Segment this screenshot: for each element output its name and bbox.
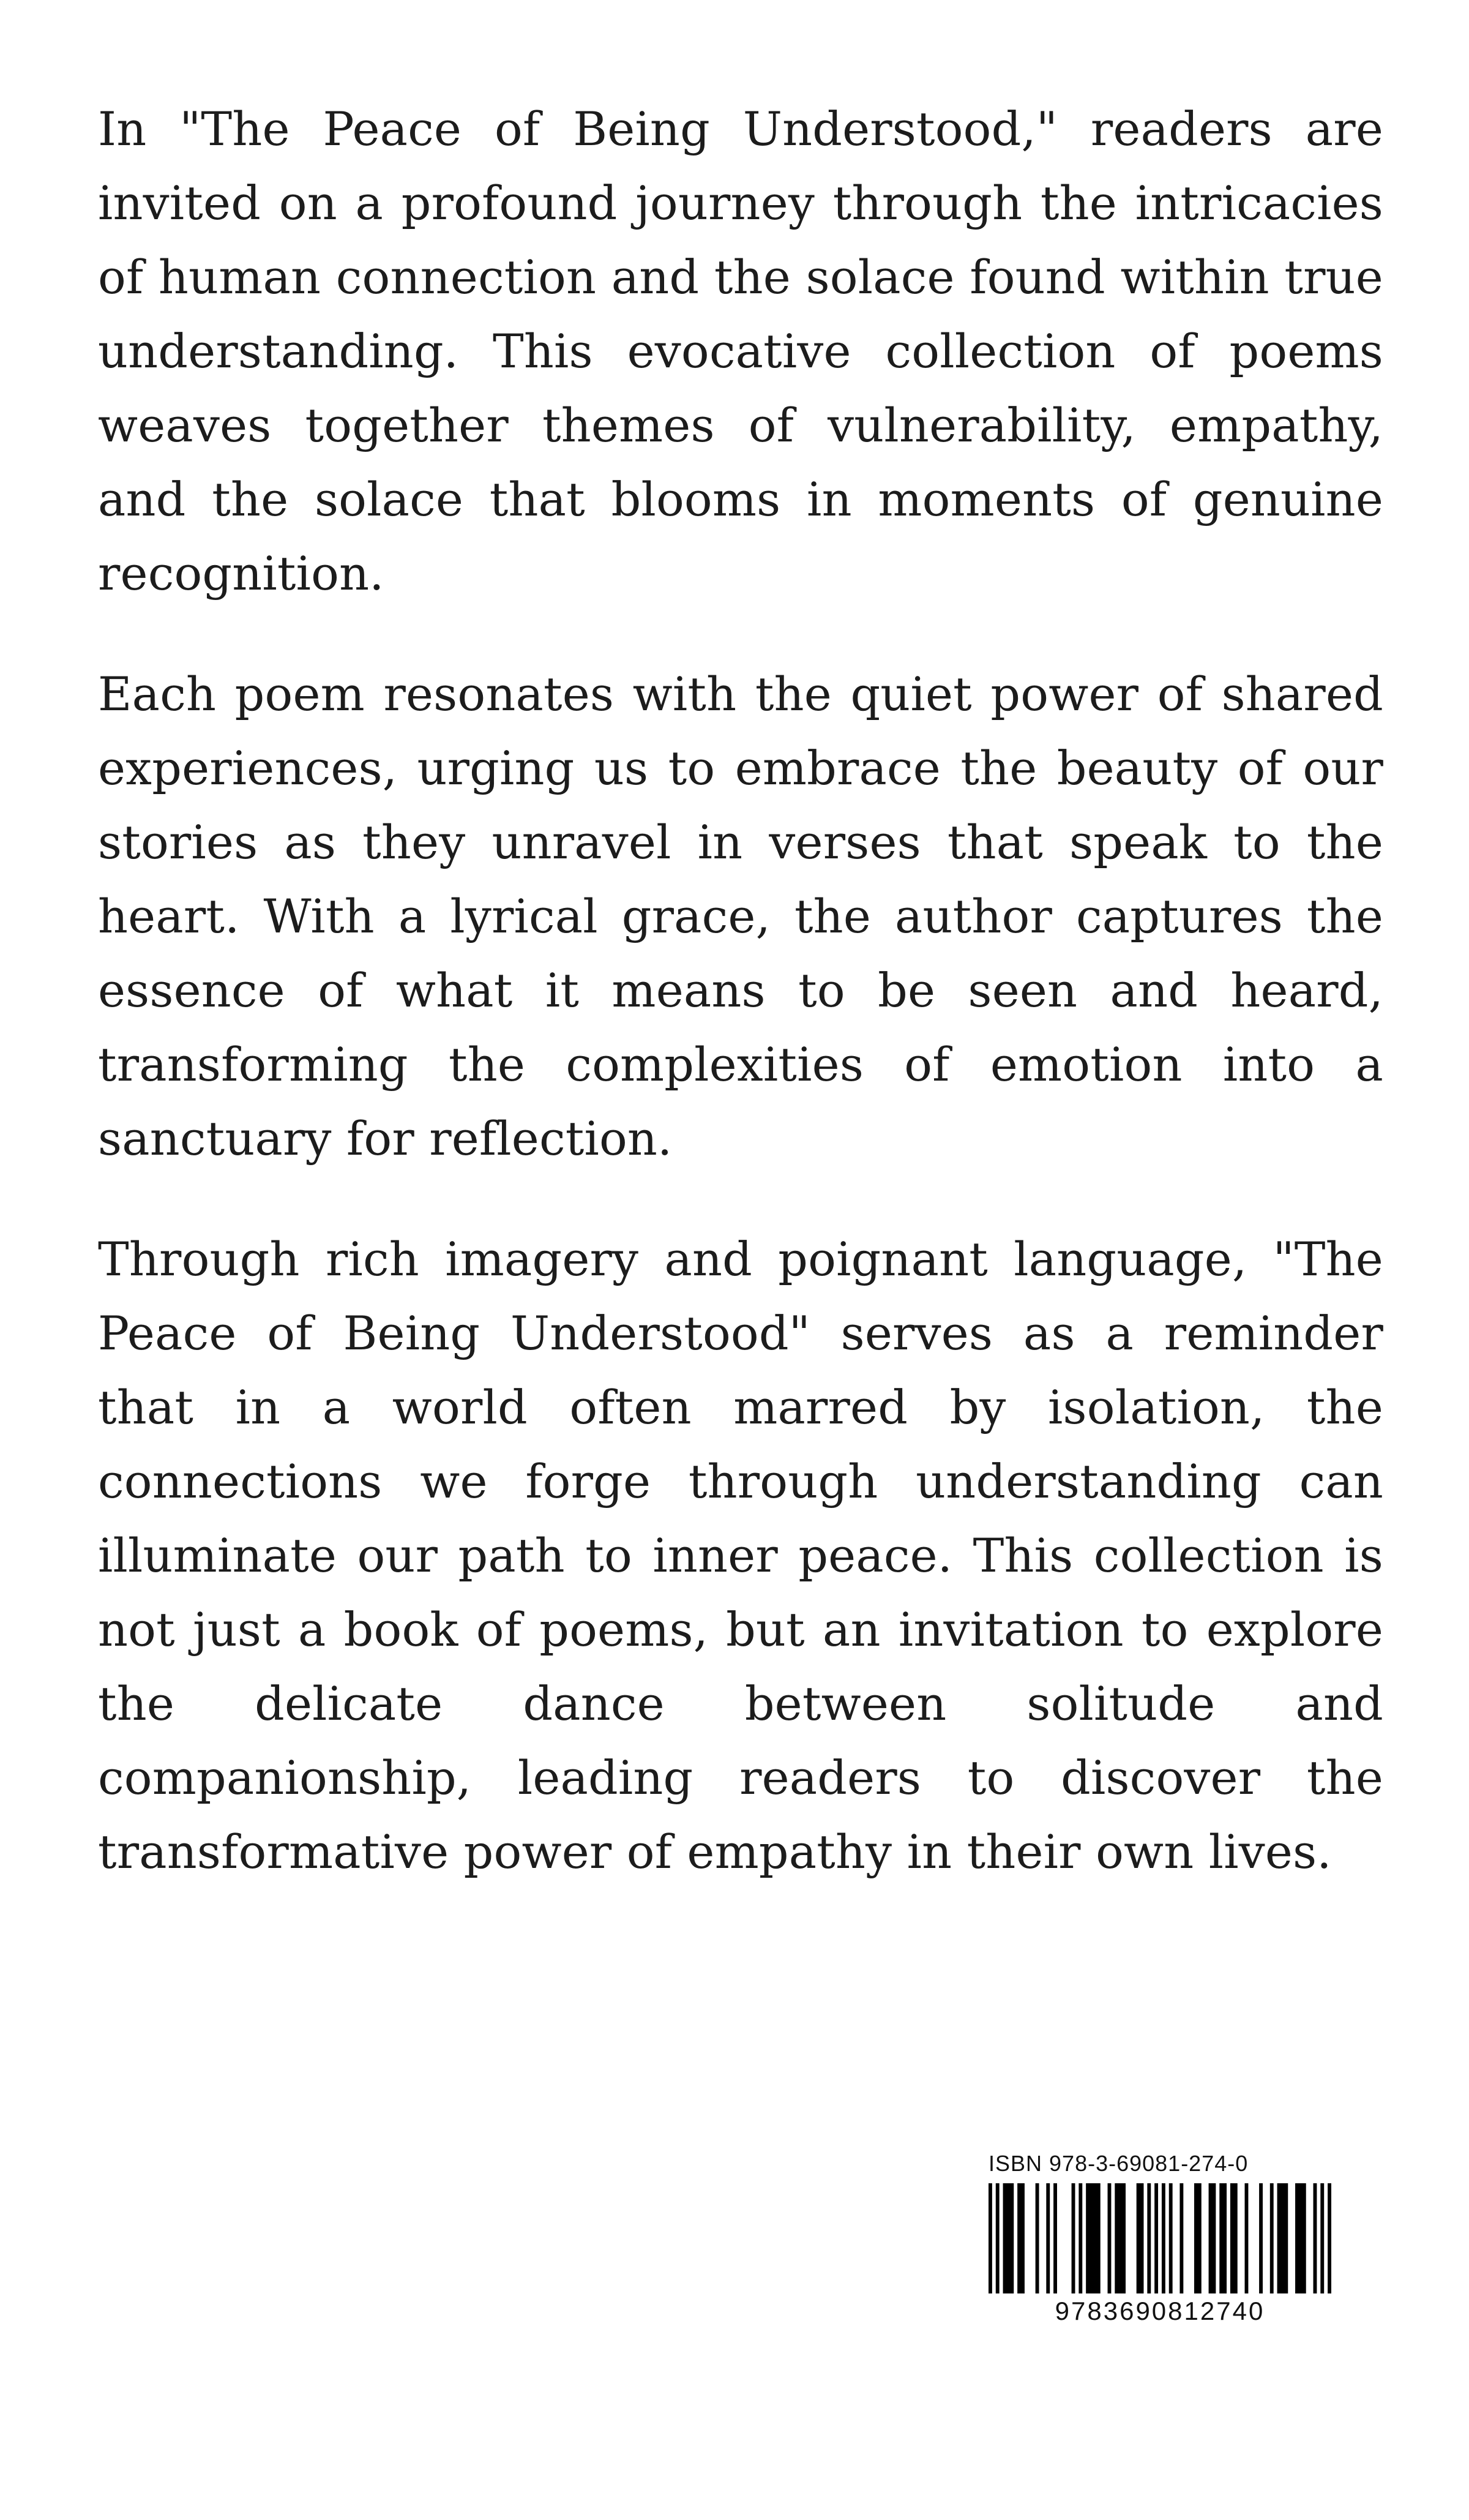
barcode-bar-7 <box>1072 2183 1075 2293</box>
barcode-bar-6 <box>1053 2183 1057 2293</box>
barcode-bar-17 <box>1179 2183 1183 2293</box>
barcode-bar-10 <box>1108 2183 1112 2293</box>
barcode-bar-9 <box>1086 2183 1101 2293</box>
isbn-barcode <box>989 2149 1331 2327</box>
barcode-bar-29 <box>1328 2183 1331 2293</box>
blurb-paragraph-1: In "The Peace of Being Understood," readers are invited on a profound journey through the intricacies of human connection and the solace found within true understanding. This evocative collection of poems weaves together themes of vulnerability, empathy, and the solace that blooms in moments of genuine recognition. <box>98 102 1383 601</box>
barcode-bar-20 <box>1219 2183 1227 2293</box>
blurb-paragraph-3: Through rich imagery and poignant language, "The Peace of Being Understood" serves as a reminder that in a world often marred by isolation, the connections we forge through understanding can illuminate our path to inner peace. This collection is not just a book of poems, but an invitation to explore the delicate dance between solitude and companionship, leading readers to discover the transformative power of empathy in their own lives. <box>98 1232 1383 1879</box>
barcode-bar-21 <box>1230 2183 1238 2293</box>
ean-digits: 9783690812740 <box>1055 2297 1265 2325</box>
barcode-bar-24 <box>1270 2183 1274 2293</box>
barcode-bar-25 <box>1277 2183 1288 2293</box>
barcode-bar-19 <box>1209 2183 1216 2293</box>
barcode-bar-26 <box>1295 2183 1306 2293</box>
barcode-bar-11 <box>1115 2183 1126 2293</box>
barcode-bar-3 <box>1017 2183 1025 2293</box>
barcode-bar-4 <box>1036 2183 1039 2293</box>
barcode-bar-13 <box>1147 2183 1151 2293</box>
barcode-bars <box>989 2183 1331 2293</box>
barcode-bar-1 <box>996 2183 1000 2293</box>
barcode-bar-23 <box>1259 2183 1263 2293</box>
barcode-bar-2 <box>1003 2183 1014 2293</box>
barcode-bar-0 <box>989 2183 992 2293</box>
blurb-paragraph-2: Each poem resonates with the quiet power of shared experiences, urging us to embrace the beauty of our stories as they unravel in verses that speak to the heart. With a lyrical grace, the author captures the essence of what it means to be seen and heard, transforming the complexities of emotion into a sanctuary for reflection. <box>98 667 1383 1166</box>
barcode-bar-14 <box>1154 2183 1158 2293</box>
barcode-bar-16 <box>1169 2183 1173 2293</box>
barcode-bar-15 <box>1162 2183 1165 2293</box>
barcode-bar-8 <box>1078 2183 1082 2293</box>
barcode-bar-27 <box>1314 2183 1317 2293</box>
book-blurb <box>98 92 1383 1935</box>
barcode-bar-18 <box>1194 2183 1202 2293</box>
isbn-label: ISBN 978-3-69081-274-0 <box>989 2151 1249 2176</box>
barcode-bar-12 <box>1137 2183 1144 2293</box>
barcode-bar-22 <box>1245 2183 1249 2293</box>
barcode-bar-5 <box>1046 2183 1050 2293</box>
barcode-bar-28 <box>1320 2183 1324 2293</box>
